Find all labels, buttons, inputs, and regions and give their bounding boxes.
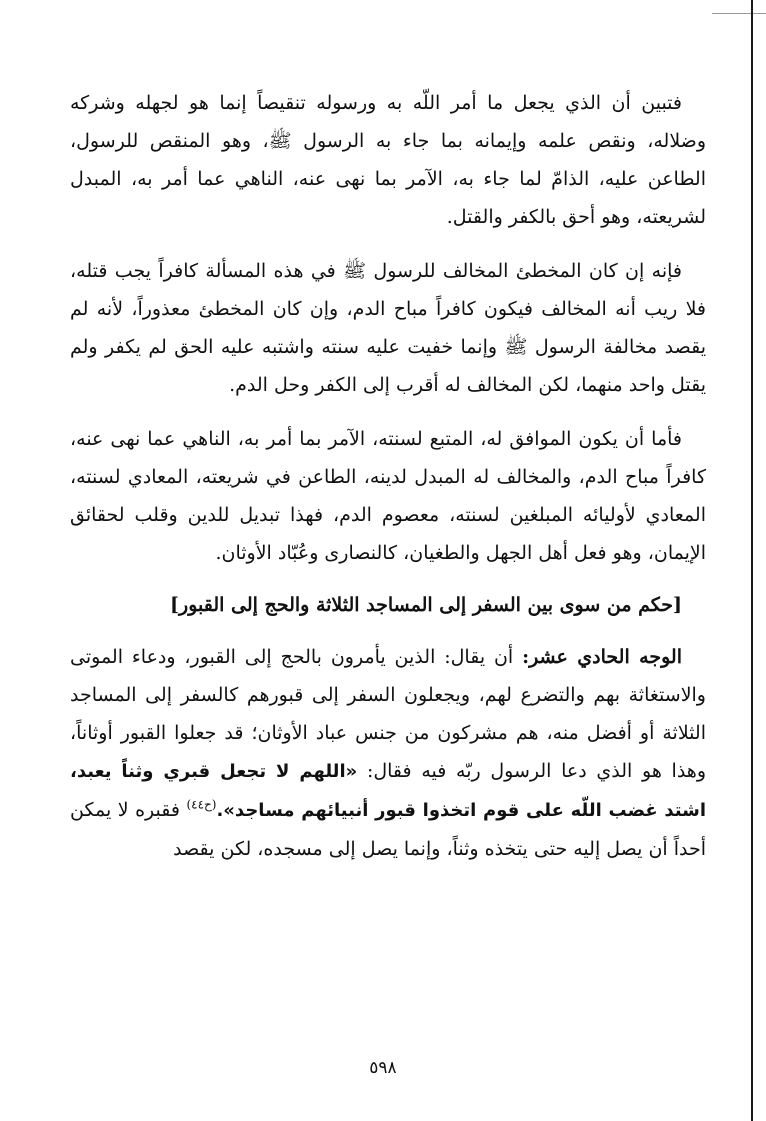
- section-heading: [حكم من سوى بين السفر إلى المساجد الثلاثة والحج إلى القبور]: [170, 594, 682, 616]
- page-number: ٥٩٨: [369, 1058, 397, 1078]
- top-rule: [712, 13, 766, 14]
- body-text: [70, 84, 706, 884]
- paragraph-2: فإنه إن كان المخطئ المخالف للرسول ﷺ في هذه المسألة كافراً يجب قتله، فلا ريب أنه المخالف فيكون كافراً مباح الدم، وإن كان المخطئ معذوراً، لأنه لم يقصد مخالفة الرسول ﷺ وإنما خفيت عليه سنته واشتبه عليه الحق لم يكفر ولم يقتل واحد منهما، لكن المخالف له أقرب إلى الكفر وحل الدم.: [70, 260, 706, 396]
- paragraph-3: فأما أن يكون الموافق له، المتبع لسنته، الآمر بما أمر به، الناهي عما نهى عنه، كافراً مباح الدم، والمخالف له المبدل لدينه، الطاعن في شريعته، المعادي لسنته، المعادي لأوليائه المبلغين لسنته، معصوم الدم، فهذا تبديل للدين وقلب لحقائق الإيمان، وهو فعل أهل الجهل والطغيان، كالنصارى وعُبّاد الأوثان.: [70, 428, 706, 564]
- footnote-reference: (ح٤٤): [186, 797, 217, 812]
- paragraph-4-continuation: فقبره لا يمكن أحداً أن يصل إليه حتى يتخذه وثناً، وإنما يصل إلى مسجده، لكن يقصد: [70, 799, 706, 860]
- binding-edge-line: [751, 0, 753, 1121]
- paragraph-4-text: أن يقال: الذين يأمرون بالحج إلى القبور، ودعاء الموتى والاستغاثة بهم والتضرع لهم، ويجعلون السفر إلى قبورهم كالسفر إلى المساجد الثلاثة أو أفضل منه، هم مشركون من جنس عباد الأوثان؛ قد جعلوا القبور أوثاناً، وهذا هو الذي دعا الرسول ربّه فيه فقال:: [70, 646, 707, 782]
- paragraph-1: فتبين أن الذي يجعل ما أمر اللّه به ورسوله تنقيصاً إنما هو لجهله وشركه وضلاله، ونقص علمه وإيمانه بما جاء به الرسول ﷺ، وهو المنقص للرسول، الطاعن عليه، الذامّ لما جاء به، الآمر بما نهى عنه، الناهي عما أمر به، المبدل لشريعته، وهو أحق بالكفر والقتل.: [70, 92, 706, 228]
- hadith-quote: «اللهم لا تجعل قبري وثناً يعبد، اشتد غضب اللّه على قوم اتخذوا قبور أنبيائهم مساجد».: [70, 761, 706, 821]
- paragraph-4: [70, 638, 706, 868]
- paragraph-lead: الوجه الحادي عشر:: [522, 646, 682, 668]
